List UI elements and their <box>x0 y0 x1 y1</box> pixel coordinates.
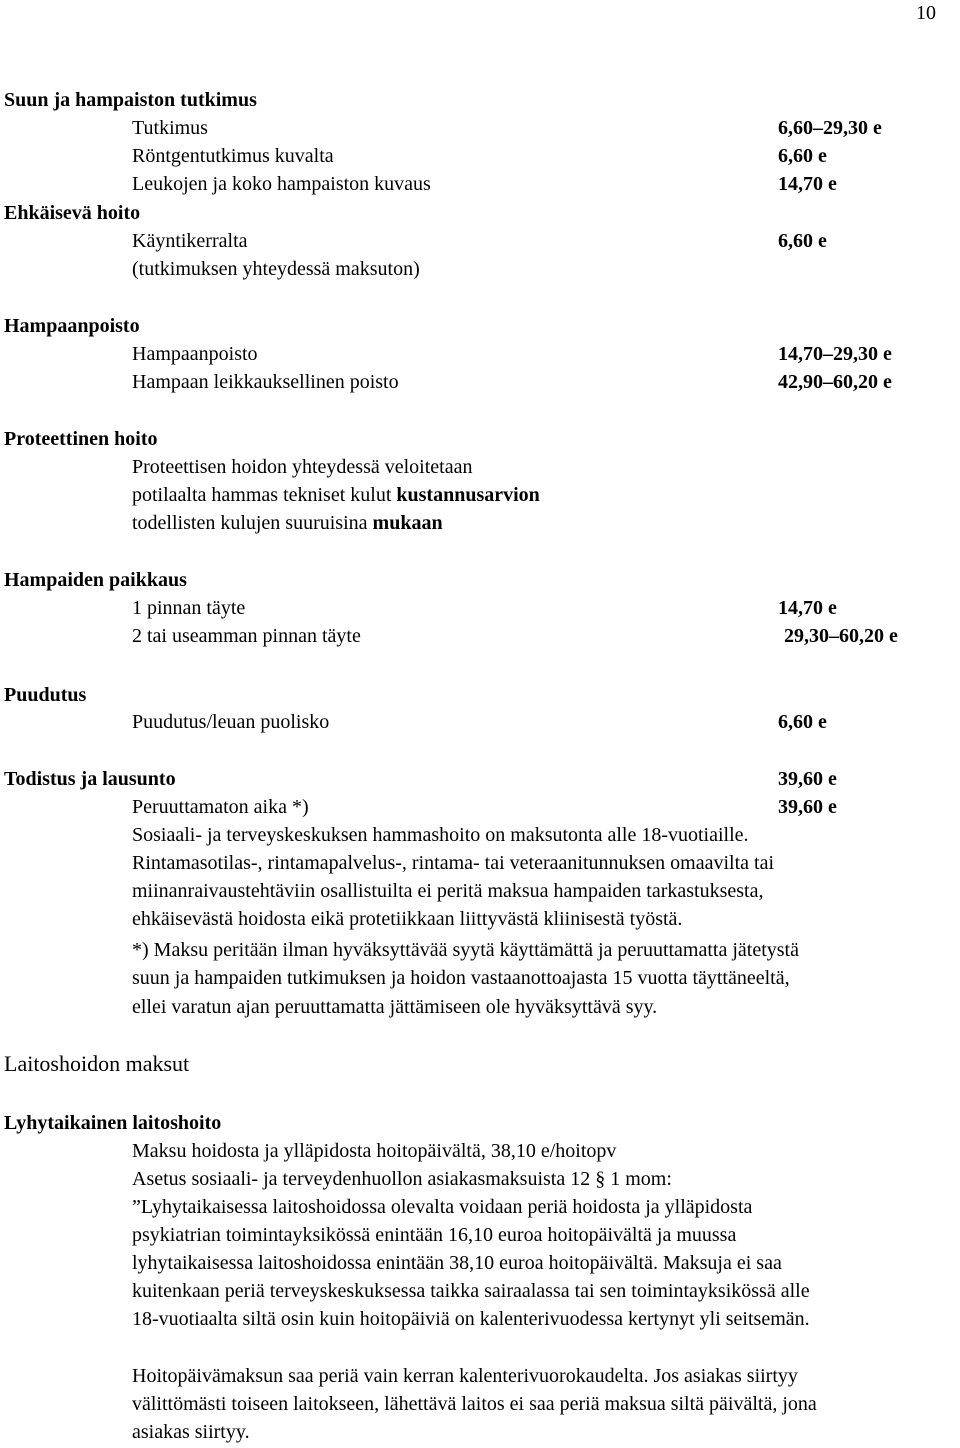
section-heading-ehkaiseva: Ehkäisevä hoito <box>4 202 141 224</box>
paragraph-line: Sosiaali- ja terveyskeskuksen hammashoito on maksutonta alle 18-vuotiaille. <box>132 824 749 846</box>
item-price: 29,30–60,20 e <box>784 625 898 647</box>
paragraph-line: ”Lyhytaikaisessa laitoshoidossa olevalta voidaan periä hoidosta ja ylläpidosta <box>132 1196 753 1218</box>
paragraph-line: lyhytaikaisessa laitoshoidossa enintään 38,10 euroa hoitopäivältä. Maksuja ei saa <box>132 1252 782 1274</box>
section-heading-proteettinen: Proteettinen hoito <box>4 428 158 450</box>
paragraph-line: psykiatrian toimintayksikössä enintään 16,10 euroa hoitopäivältä ja muussa <box>132 1224 737 1246</box>
item-price: 6,60 e <box>778 230 827 252</box>
section-heading-lyhytaikainen: Lyhytaikainen laitoshoito <box>4 1112 222 1134</box>
paragraph-line: ehkäisevästä hoidosta eikä protetiikkaan liittyvästä kliinisestä työstä. <box>132 908 683 930</box>
section-heading-puudutus: Puudutus <box>4 684 87 706</box>
item-label: Käyntikerralta <box>132 230 248 252</box>
item-label: Hampaan leikkauksellinen poisto <box>132 371 399 393</box>
item-label: Hampaanpoisto <box>132 343 258 365</box>
paragraph-line: Rintamasotilas-, rintamapalvelus-, rintama- tai veteraanitunnuksen omaavilta tai <box>132 852 775 874</box>
item-price: 6,60–29,30 e <box>778 117 882 139</box>
proteettinen-text: todellisten kulujen suuruisina <box>132 512 373 534</box>
page-number: 10 <box>916 2 936 24</box>
item-label: Röntgentutkimus kuvalta <box>132 145 334 167</box>
paragraph-line: Maksu hoidosta ja ylläpidosta hoitopäivältä, 38,10 e/hoitopv <box>132 1140 617 1162</box>
item-label: Leukojen ja koko hampaiston kuvaus <box>132 173 431 195</box>
proteettinen-text: potilaalta hammas tekniset kulut <box>132 484 397 506</box>
section-heading-paikkaus: Hampaiden paikkaus <box>4 569 187 591</box>
section-heading-laitoshoidon: Laitoshoidon maksut <box>4 1051 190 1076</box>
item-label: Tutkimus <box>132 117 208 139</box>
proteettinen-text-line <box>132 509 443 537</box>
item-price: 14,70–29,30 e <box>778 343 892 365</box>
item-label: 2 tai useamman pinnan täyte <box>132 625 361 647</box>
paragraph-line: kuitenkaan periä terveyskeskuksessa taikka sairaalassa tai sen toimintayksikössä alle <box>132 1280 810 1302</box>
item-price: 42,90–60,20 e <box>778 371 892 393</box>
section-heading-todistus: Todistus ja lausunto <box>4 768 176 790</box>
item-price: 39,60 e <box>778 768 837 790</box>
item-price: 39,60 e <box>778 796 837 818</box>
section-heading-hampaanpoisto: Hampaanpoisto <box>4 315 140 337</box>
paragraph-line: Hoitopäivämaksun saa periä vain kerran kalenterivuorokaudelta. Jos asiakas siirtyy <box>132 1365 798 1387</box>
proteettinen-bold-text: mukaan <box>372 512 443 534</box>
proteettinen-text-line: Proteettisen hoidon yhteydessä veloitetaan <box>132 456 473 478</box>
proteettinen-bold-text: kustannusarvion <box>396 484 540 506</box>
paragraph-line: välittömästi toiseen laitokseen, lähettävä laitos ei saa periä maksua siltä päivältä, jona <box>132 1393 817 1415</box>
paragraph-line: miinanraivaustehtäviin osallistuilta ei peritä maksua hampaiden tarkastuksesta, <box>132 880 764 902</box>
paragraph-line: 18-vuotiaalta siltä osin kuin hoitopäiviä on kalenterivuodessa kertynyt yli seitsemän. <box>132 1308 810 1330</box>
item-price: 14,70 e <box>778 597 837 619</box>
item-price: 6,60 e <box>778 711 827 733</box>
item-price: 14,70 e <box>778 173 837 195</box>
item-note: (tutkimuksen yhteydessä maksuton) <box>132 258 420 280</box>
item-price: 6,60 e <box>778 145 827 167</box>
paragraph-line: asiakas siirtyy. <box>132 1421 250 1443</box>
paragraph-line: Asetus sosiaali- ja terveydenhuollon asiakasmaksuista 12 § 1 mom: <box>132 1168 672 1190</box>
paragraph-line: *) Maksu peritään ilman hyväksyttävää syytä käyttämättä ja peruuttamatta jätetystä <box>132 939 799 961</box>
item-label: Peruuttamaton aika *) <box>132 796 309 818</box>
item-label: Puudutus/leuan puolisko <box>132 711 330 733</box>
section-heading-suu: Suun ja hampaiston tutkimus <box>4 89 257 111</box>
item-label: 1 pinnan täyte <box>132 597 246 619</box>
proteettinen-text-line <box>132 481 540 509</box>
paragraph-line: suun ja hampaiden tutkimuksen ja hoidon vastaanottoajasta 15 vuotta täyttäneeltä, <box>132 967 790 989</box>
paragraph-line: ellei varatun ajan peruuttamatta jättämiseen ole hyväksyttävä syy. <box>132 996 658 1018</box>
